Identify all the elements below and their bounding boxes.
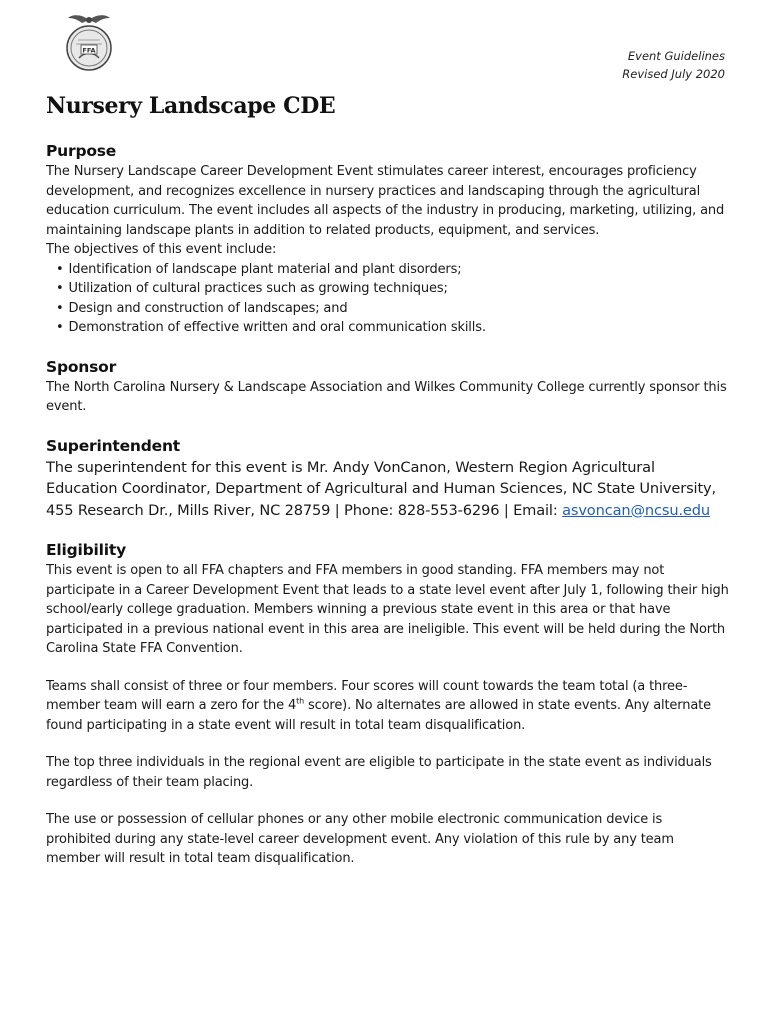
ordinal-suffix: th	[296, 696, 304, 706]
event-guidelines-label: Event Guidelines	[627, 49, 725, 63]
page-title: Nursery Landscape CDE	[46, 93, 336, 119]
objectives-list	[46, 260, 730, 338]
team-rules-text-a: Teams shall consist of three or four members. Four scores will count towards the team total (a three-member team will earn a zero for the 4	[46, 678, 688, 713]
list-item: • Design and construction of landscapes; and	[56, 299, 730, 319]
sponsor-body: The North Carolina Nursery & Landscape Association and Wilkes Community College currently sponsor this event.	[46, 379, 727, 414]
list-item: • Demonstration of effective written and oral communication skills.	[56, 318, 730, 338]
revision-date: Revised July 2020	[622, 67, 725, 81]
superintendent-text: The superintendent for this event is Mr. Andy VonCanon, Western Region Agricultural Education Coordinator, Department of Agricultural and Human Sciences, NC State University, 455 Research Dr., Mills River, NC 28759 | Phone: 828-553-6296 | Email:	[46, 458, 717, 519]
sponsor-section	[46, 356, 730, 417]
superintendent-heading: Superintendent	[46, 436, 181, 455]
superintendent-section	[46, 435, 730, 522]
eligibility-paragraph-1: This event is open to all FFA chapters and FFA members in good standing. FFA members may not participate in a Career Development Event that leads to a state level event after July 1, following their high school/early college graduation. Members winning a previous state event in this area or that have participated in a previous national event in this area are ineligible. This event will be held during the North Carolina State FFA Convention.	[46, 563, 729, 656]
list-item: • Identification of landscape plant material and plant disorders;	[56, 260, 730, 280]
document-body	[46, 90, 730, 869]
ffa-emblem-logo	[64, 12, 114, 74]
svg-text:FFA: FFA	[82, 46, 96, 55]
objectives-intro: The objectives of this event include:	[46, 242, 277, 257]
eligibility-section	[46, 539, 730, 869]
sponsor-heading: Sponsor	[46, 357, 117, 376]
purpose-section	[46, 140, 730, 338]
eligibility-paragraph-4: The use or possession of cellular phones or any other mobile electronic communication device is prohibited during any state-level career development event. Any violation of this rule by any team member will result in total team disqualification.	[46, 812, 674, 866]
email-link[interactable]: asvoncan@ncsu.edu	[562, 501, 710, 519]
eligibility-heading: Eligibility	[46, 541, 126, 559]
purpose-body: The Nursery Landscape Career Development Event stimulates career interest, encourages proficiency development, and recognizes excellence in nursery practices and landscaping through the agricultural education curriculum. The event includes all aspects of the industry in producing, marketing, utilizing, and maintaining landscape plants in addition to related products, equipment, and services.	[46, 164, 725, 238]
document-meta	[622, 47, 725, 83]
superintendent-body	[46, 457, 730, 522]
eligibility-paragraph-3: The top three individuals in the regional event are eligible to participate in the state event as individuals regardless of their team placing.	[46, 755, 712, 790]
list-item: • Utilization of cultural practices such as growing techniques;	[56, 279, 730, 299]
purpose-heading: Purpose	[46, 142, 117, 160]
team-rules-text-b: score). No alternates are allowed in state events. Any alternate found participating in a state event will result in total team disqualification.	[46, 698, 711, 733]
eligibility-paragraph-2	[46, 677, 730, 736]
